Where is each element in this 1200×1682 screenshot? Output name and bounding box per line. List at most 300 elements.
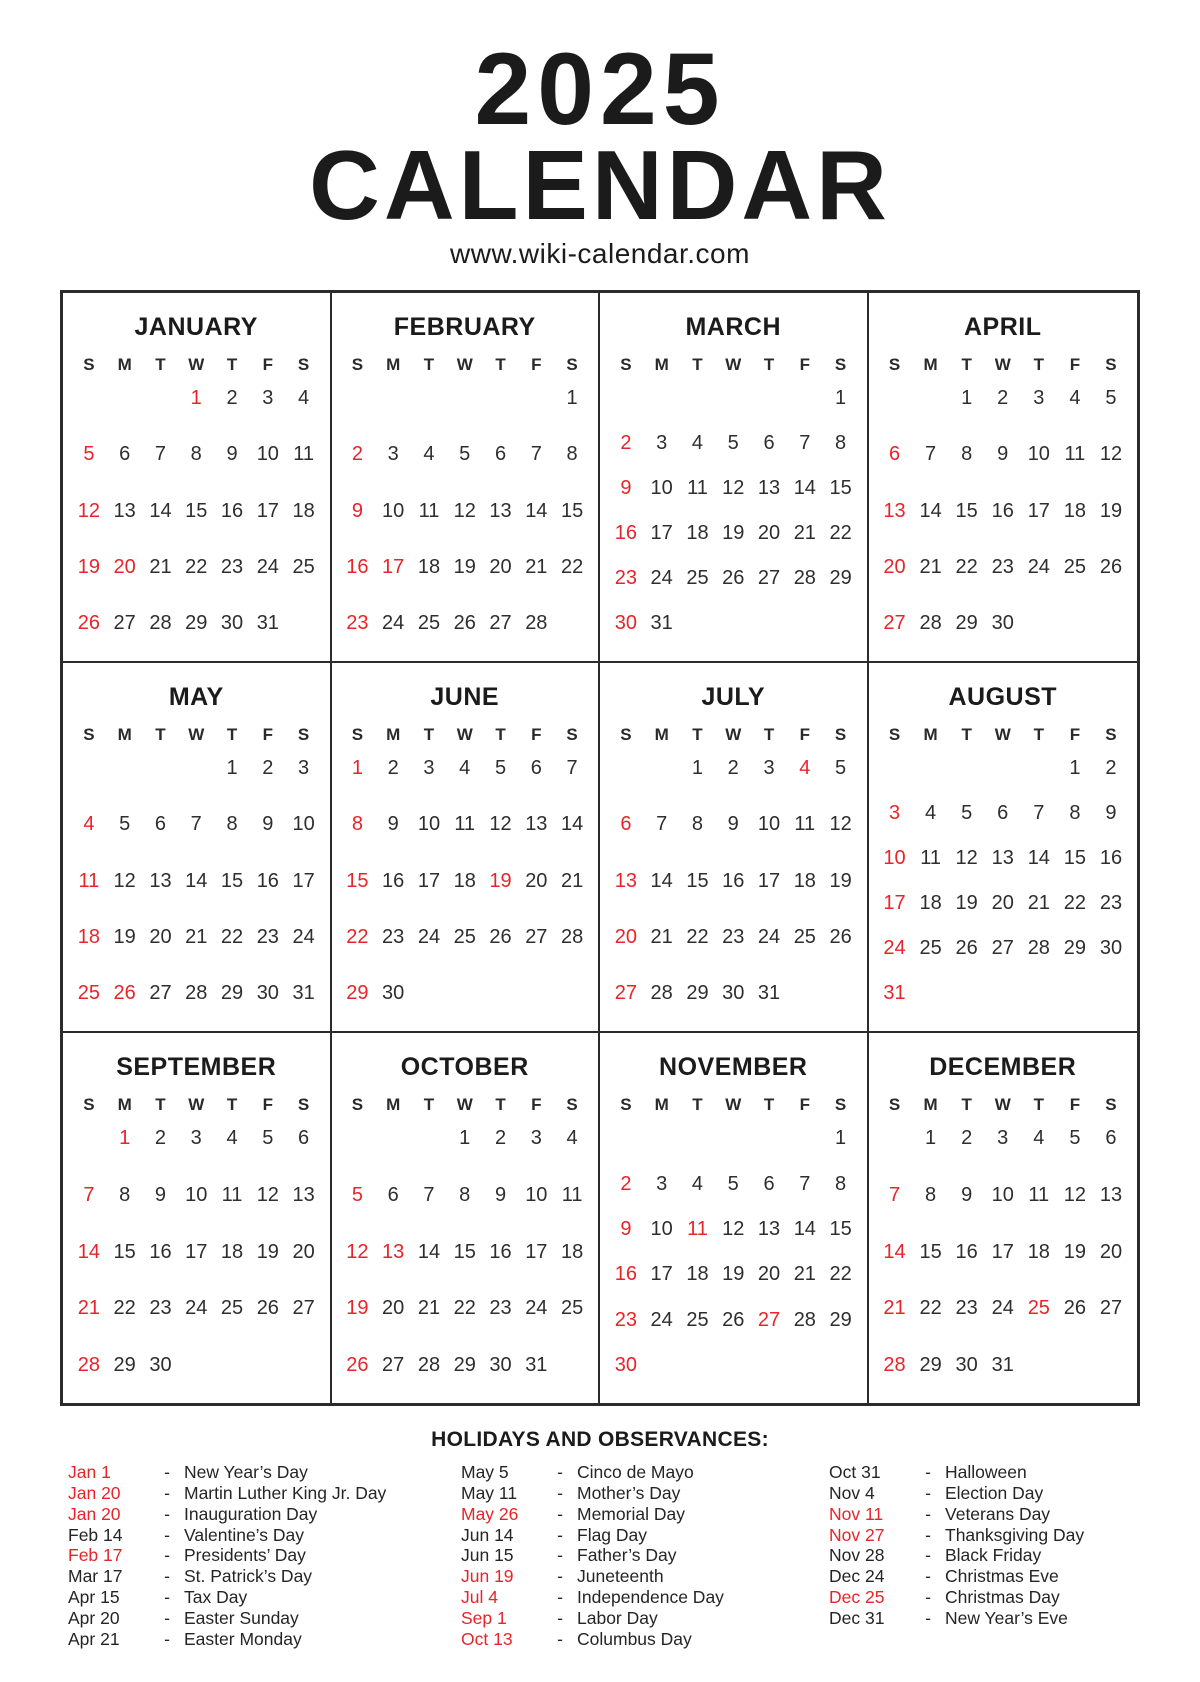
day-cell <box>680 1354 716 1377</box>
week-row <box>877 802 1130 825</box>
holiday-name: Labor Day <box>577 1607 658 1628</box>
holiday-separator: - <box>925 1482 931 1503</box>
day-cell: 7 <box>190 813 202 836</box>
day-cell: 12 <box>955 847 978 870</box>
day-cell: 6 <box>620 813 632 836</box>
week-row <box>877 500 1130 523</box>
day-cell: 25 <box>77 982 101 1005</box>
day-cell <box>375 387 411 410</box>
day-cell <box>751 1354 787 1377</box>
day-cell: 26 <box>955 937 978 960</box>
day-cell: 21 <box>149 555 172 578</box>
holiday-separator: - <box>557 1586 563 1607</box>
holiday-name: New Year’s Eve <box>945 1607 1068 1628</box>
weekday-label: F <box>799 355 810 375</box>
day-cell: 17 <box>757 869 781 892</box>
weekday-header <box>608 355 859 375</box>
day-cell: 22 <box>220 925 244 948</box>
holiday-name: Thanksgiving Day <box>945 1524 1085 1545</box>
weekday-label: W <box>994 355 1011 375</box>
month-june <box>332 663 601 1033</box>
holiday-date: Apr 21 <box>68 1628 120 1649</box>
day-cell: 24 <box>1027 555 1050 578</box>
day-cell: 19 <box>113 925 136 948</box>
weekday-header <box>877 355 1130 375</box>
day-cell: 18 <box>1063 499 1086 522</box>
month-august <box>869 663 1138 1033</box>
day-cell: 8 <box>351 813 363 836</box>
day-cell: 9 <box>226 443 238 466</box>
holiday-entry <box>829 1462 1180 1483</box>
day-cell: 3 <box>1033 387 1045 410</box>
day-cell: 28 <box>417 1354 441 1377</box>
day-cell: 21 <box>560 869 584 892</box>
year-grid <box>60 290 1140 1406</box>
day-cell <box>554 982 590 1005</box>
day-cell: 18 <box>77 925 101 948</box>
day-cell: 1 <box>835 1127 847 1150</box>
week-row <box>71 443 322 466</box>
day-cell: 12 <box>489 813 512 836</box>
week-row <box>340 757 591 780</box>
day-cell <box>787 982 823 1005</box>
holiday-entry <box>68 1545 461 1566</box>
weekday-header <box>340 355 591 375</box>
day-cell: 14 <box>919 499 942 522</box>
day-cell: 28 <box>149 612 172 635</box>
day-cell: 2 <box>727 757 739 780</box>
site-url: www.wiki-calendar.com <box>450 238 750 270</box>
day-cell: 9 <box>620 477 632 500</box>
day-cell: 29 <box>1063 937 1086 960</box>
weekday-label: F <box>262 725 273 745</box>
day-cell: 22 <box>346 925 369 948</box>
day-cell: 24 <box>650 1308 673 1331</box>
holiday-date: May 26 <box>461 1503 519 1524</box>
day-cell <box>751 1127 787 1150</box>
day-cell: 27 <box>1099 1297 1123 1320</box>
day-cell <box>411 982 447 1005</box>
month-weeks <box>877 1127 1130 1377</box>
day-cell: 22 <box>686 925 709 948</box>
week-row <box>71 982 322 1005</box>
day-cell: 17 <box>382 555 405 578</box>
holiday-name: Christmas Eve <box>945 1566 1059 1587</box>
weekday-label: S <box>83 355 95 375</box>
month-title: OCTOBER <box>400 1053 529 1082</box>
holiday-entry <box>461 1608 829 1629</box>
day-cell: 16 <box>489 1240 512 1263</box>
day-cell: 17 <box>991 1240 1014 1263</box>
day-cell: 21 <box>883 1297 906 1320</box>
day-cell: 2 <box>226 387 238 410</box>
week-row <box>71 1127 322 1150</box>
day-cell: 15 <box>220 869 244 892</box>
holiday-entry <box>461 1566 829 1587</box>
day-cell: 2 <box>494 1127 507 1150</box>
day-cell <box>608 757 644 780</box>
weekday-label: T <box>495 355 506 375</box>
week-row <box>340 1297 591 1320</box>
week-row <box>340 443 591 466</box>
day-cell: 8 <box>459 1183 471 1206</box>
day-cell: 15 <box>686 869 709 892</box>
day-cell: 3 <box>656 432 668 455</box>
week-row <box>877 757 1130 780</box>
day-cell: 29 <box>185 612 208 635</box>
day-cell: 7 <box>888 1183 901 1206</box>
day-cell: 25 <box>686 567 709 590</box>
day-cell: 25 <box>417 612 441 635</box>
holiday-entry <box>68 1504 461 1525</box>
day-cell <box>107 387 143 410</box>
holiday-separator: - <box>925 1566 931 1587</box>
day-cell: 17 <box>883 892 906 915</box>
holiday-column <box>68 1462 461 1649</box>
day-cell: 26 <box>77 612 101 635</box>
day-cell: 19 <box>829 869 852 892</box>
day-cell <box>913 387 949 410</box>
weekday-header <box>608 1095 859 1115</box>
day-cell: 21 <box>793 522 816 545</box>
holiday-name: Cinco de Mayo <box>577 1462 694 1483</box>
week-row <box>608 522 859 545</box>
weekday-label: F <box>1069 725 1081 745</box>
day-cell: 18 <box>560 1240 584 1263</box>
day-cell: 27 <box>991 937 1014 960</box>
day-cell <box>375 1127 411 1150</box>
day-cell: 15 <box>113 1240 136 1263</box>
day-cell: 14 <box>560 813 584 836</box>
weekday-label: T <box>961 725 972 745</box>
day-cell: 16 <box>991 499 1014 522</box>
day-cell: 11 <box>920 847 941 870</box>
holiday-date: Oct 31 <box>829 1462 881 1483</box>
holiday-entry <box>829 1525 1180 1546</box>
day-cell <box>680 612 716 635</box>
holiday-entry <box>461 1483 829 1504</box>
day-cell: 21 <box>417 1297 441 1320</box>
day-cell <box>1093 982 1129 1005</box>
weekday-label: S <box>888 355 901 375</box>
day-cell: 10 <box>883 847 906 870</box>
day-cell: 14 <box>883 1240 906 1263</box>
holiday-date: Nov 4 <box>829 1482 875 1503</box>
day-cell <box>949 982 985 1005</box>
day-cell: 5 <box>727 1172 739 1195</box>
day-cell: 6 <box>119 443 131 466</box>
day-cell: 15 <box>829 1217 852 1240</box>
day-cell: 3 <box>387 443 399 466</box>
day-cell <box>680 1127 716 1150</box>
week-row <box>340 870 591 893</box>
day-cell: 31 <box>650 612 673 635</box>
day-cell: 18 <box>292 499 315 522</box>
day-cell: 6 <box>387 1183 399 1206</box>
month-title: MAY <box>168 683 224 712</box>
month-title: JUNE <box>430 683 500 712</box>
holiday-separator: - <box>557 1503 563 1524</box>
day-cell: 1 <box>691 757 704 780</box>
month-title: JULY <box>701 683 766 712</box>
holiday-entry <box>461 1587 829 1608</box>
weekday-label: T <box>763 725 775 745</box>
week-row <box>877 847 1130 870</box>
day-cell <box>1057 1354 1093 1377</box>
day-cell: 30 <box>955 1354 978 1377</box>
day-cell: 23 <box>991 555 1014 578</box>
weekday-label: T <box>763 1095 775 1115</box>
weekday-label: S <box>351 355 364 375</box>
holiday-name: Inauguration Day <box>184 1503 318 1524</box>
week-row <box>340 926 591 949</box>
weekday-label: M <box>386 725 401 745</box>
day-cell: 14 <box>77 1240 101 1263</box>
day-cell: 29 <box>453 1354 476 1377</box>
holiday-separator: - <box>164 1566 170 1587</box>
day-cell: 18 <box>793 869 816 892</box>
weekday-label: S <box>620 1095 632 1115</box>
day-cell <box>554 612 590 635</box>
day-cell: 9 <box>997 443 1009 466</box>
holiday-name: Christmas Day <box>945 1586 1060 1607</box>
day-cell: 3 <box>262 387 274 410</box>
holiday-name: Veterans Day <box>945 1503 1051 1524</box>
day-cell: 9 <box>387 813 399 836</box>
day-cell: 21 <box>919 555 942 578</box>
weekday-label: S <box>566 1095 578 1115</box>
holiday-entry <box>461 1525 829 1546</box>
day-cell: 5 <box>961 802 973 825</box>
day-cell: 4 <box>1069 387 1081 410</box>
day-cell: 27 <box>292 1297 315 1320</box>
day-cell: 4 <box>691 1172 704 1195</box>
day-cell: 27 <box>489 612 512 635</box>
day-cell: 10 <box>292 813 315 836</box>
day-cell: 2 <box>1105 757 1117 780</box>
day-cell: 2 <box>351 443 363 466</box>
day-cell: 16 <box>955 1240 978 1263</box>
month-weeks <box>877 387 1130 635</box>
day-cell: 11 <box>78 869 100 892</box>
day-cell <box>178 1354 214 1377</box>
weekday-header <box>877 725 1130 745</box>
week-row <box>71 612 322 635</box>
day-cell: 5 <box>351 1183 363 1206</box>
day-cell: 17 <box>185 1240 208 1263</box>
holiday-date: Feb 17 <box>68 1545 123 1566</box>
day-cell: 7 <box>530 443 542 466</box>
day-cell <box>715 1127 751 1150</box>
day-cell: 31 <box>292 982 315 1005</box>
week-row <box>340 556 591 579</box>
weekday-header <box>608 725 859 745</box>
weekday-label: T <box>423 725 435 745</box>
day-cell: 31 <box>883 982 906 1005</box>
week-row <box>340 1354 591 1377</box>
day-cell: 9 <box>727 813 739 836</box>
weekday-label: M <box>923 725 938 745</box>
day-cell: 24 <box>417 925 441 948</box>
day-cell: 5 <box>83 443 95 466</box>
day-cell: 2 <box>154 1127 167 1150</box>
day-cell: 12 <box>1099 443 1123 466</box>
day-cell: 4 <box>459 757 471 780</box>
day-cell: 12 <box>829 813 852 836</box>
holiday-date: Feb 14 <box>68 1524 123 1545</box>
day-cell: 19 <box>77 555 101 578</box>
weekday-label: T <box>692 725 703 745</box>
weekday-label: M <box>923 355 938 375</box>
week-row <box>71 757 322 780</box>
day-cell <box>447 982 483 1005</box>
week-row <box>608 1263 859 1286</box>
day-cell: 24 <box>757 925 781 948</box>
day-cell: 16 <box>722 869 745 892</box>
day-cell: 16 <box>256 869 279 892</box>
weekday-label: S <box>83 725 95 745</box>
day-cell <box>71 387 107 410</box>
day-cell: 8 <box>566 443 578 466</box>
weekday-label: T <box>495 1095 506 1115</box>
day-cell: 13 <box>614 869 638 892</box>
day-cell: 27 <box>382 1354 405 1377</box>
day-cell: 8 <box>226 813 238 836</box>
day-cell: 9 <box>351 499 363 522</box>
holiday-separator: - <box>164 1482 170 1503</box>
holiday-name: Martin Luther King Jr. Day <box>184 1482 387 1503</box>
month-weeks <box>340 387 591 635</box>
holiday-name: Independence Day <box>577 1586 724 1607</box>
holiday-name: Easter Sunday <box>184 1607 299 1628</box>
day-cell: 1 <box>459 1127 471 1150</box>
day-cell <box>1021 757 1057 780</box>
holiday-entry <box>829 1587 1180 1608</box>
day-cell: 14 <box>525 499 548 522</box>
week-row <box>608 757 859 780</box>
weekday-label: S <box>1105 355 1117 375</box>
day-cell: 28 <box>793 1308 816 1331</box>
week-row <box>340 612 591 635</box>
day-cell: 22 <box>955 555 978 578</box>
day-cell: 26 <box>256 1297 279 1320</box>
day-cell: 22 <box>1063 892 1086 915</box>
day-cell: 5 <box>1069 1127 1081 1150</box>
week-row <box>608 432 859 455</box>
day-cell <box>823 982 859 1005</box>
day-cell: 24 <box>292 925 315 948</box>
weekday-label: W <box>188 1095 205 1115</box>
day-cell: 25 <box>560 1297 584 1320</box>
week-row <box>608 813 859 836</box>
day-cell: 20 <box>489 555 512 578</box>
day-cell: 25 <box>1063 555 1086 578</box>
day-cell: 17 <box>525 1240 548 1263</box>
day-cell: 25 <box>453 925 476 948</box>
weekday-label: F <box>531 355 542 375</box>
day-cell: 20 <box>1099 1240 1123 1263</box>
day-cell: 9 <box>494 1183 507 1206</box>
day-cell: 12 <box>453 499 476 522</box>
weekday-label: S <box>834 355 847 375</box>
weekday-label: T <box>155 725 166 745</box>
holiday-column <box>461 1462 829 1649</box>
day-cell: 16 <box>614 1263 638 1286</box>
holiday-date: Jul 4 <box>461 1586 498 1607</box>
holiday-name: Presidents’ Day <box>184 1545 306 1566</box>
week-row <box>608 1309 859 1332</box>
weekday-label: W <box>456 1095 473 1115</box>
day-cell: 16 <box>346 555 369 578</box>
weekday-label: T <box>1033 1095 1044 1115</box>
day-cell: 12 <box>722 1217 745 1240</box>
week-row <box>71 1241 322 1264</box>
day-cell: 22 <box>829 522 852 545</box>
day-cell: 18 <box>686 522 709 545</box>
day-cell <box>877 757 913 780</box>
day-cell: 27 <box>149 982 172 1005</box>
day-cell: 14 <box>417 1240 441 1263</box>
day-cell: 7 <box>423 1183 435 1206</box>
holiday-separator: - <box>557 1524 563 1545</box>
weekday-label: W <box>456 355 473 375</box>
day-cell: 23 <box>1099 892 1123 915</box>
day-cell: 23 <box>256 925 279 948</box>
day-cell: 20 <box>292 1240 315 1263</box>
week-row <box>608 1218 859 1241</box>
month-weeks <box>340 1127 591 1377</box>
day-cell: 15 <box>829 477 852 500</box>
holiday-name: Flag Day <box>577 1524 648 1545</box>
week-row <box>71 1297 322 1320</box>
day-cell: 26 <box>722 567 745 590</box>
day-cell: 30 <box>1099 937 1123 960</box>
day-cell <box>71 1127 107 1150</box>
week-row <box>340 1127 591 1150</box>
month-december <box>869 1033 1138 1403</box>
day-cell: 23 <box>614 1308 638 1331</box>
day-cell: 11 <box>293 443 314 466</box>
weekday-label: M <box>654 725 669 745</box>
week-row <box>608 567 859 590</box>
weekday-label: T <box>961 1095 972 1115</box>
day-cell: 30 <box>614 612 638 635</box>
month-title: APRIL <box>964 313 1042 342</box>
day-cell: 28 <box>560 925 584 948</box>
day-cell: 7 <box>1033 802 1045 825</box>
day-cell <box>823 1354 859 1377</box>
day-cell <box>340 387 376 410</box>
holiday-entry <box>68 1525 461 1546</box>
month-january <box>63 293 332 663</box>
day-cell <box>1057 612 1093 635</box>
day-cell: 17 <box>650 522 673 545</box>
weekday-header <box>71 725 322 745</box>
month-weeks <box>877 757 1130 1005</box>
day-cell: 22 <box>453 1297 476 1320</box>
day-cell: 6 <box>298 1127 310 1150</box>
day-cell: 11 <box>418 499 440 522</box>
day-cell: 5 <box>727 432 739 455</box>
day-cell: 20 <box>883 555 906 578</box>
day-cell: 27 <box>757 1308 781 1331</box>
day-cell: 10 <box>382 499 405 522</box>
week-row <box>71 1184 322 1207</box>
weekday-label: M <box>654 1095 669 1115</box>
weekday-label: T <box>961 355 972 375</box>
day-cell: 25 <box>1027 1297 1050 1320</box>
weekday-label: F <box>1069 355 1081 375</box>
